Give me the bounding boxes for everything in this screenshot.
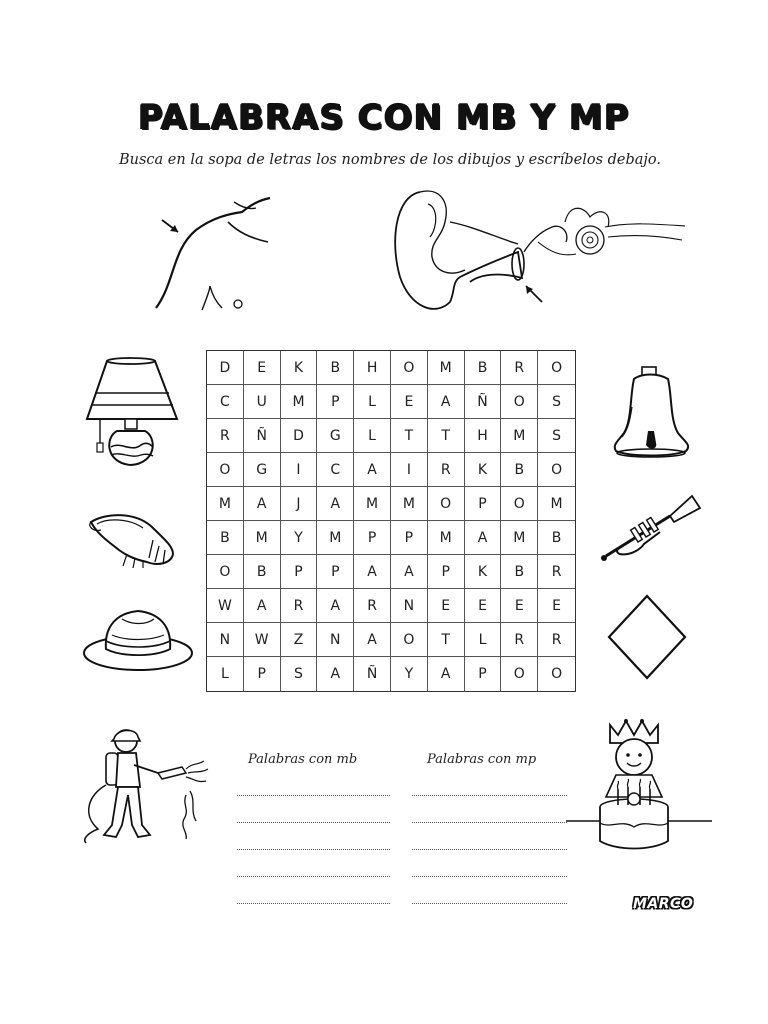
grid-cell: O: [551, 666, 563, 682]
grid-cell: B: [207, 521, 244, 555]
grid-cell: S: [281, 657, 318, 691]
grid-cell: H: [465, 419, 502, 453]
grid-cell: R: [538, 623, 575, 657]
grid-cell: D: [207, 351, 244, 385]
grid-cell: U: [244, 385, 281, 419]
grid-cell: M: [501, 419, 538, 453]
grid-cell: W: [244, 623, 281, 657]
grid-cell: A: [354, 555, 391, 589]
grid-cell: O: [501, 487, 538, 521]
grid-cell: M: [428, 521, 465, 555]
grid-cell: O: [501, 385, 538, 419]
grid-cell: T: [428, 623, 465, 657]
grid-cell: A: [428, 657, 465, 691]
grid-cell: A: [244, 589, 281, 623]
grid-cell: M: [354, 487, 391, 521]
grid-cell: L: [354, 419, 391, 453]
marco-logo: MARCO: [633, 896, 694, 912]
grid-cell: A: [244, 487, 281, 521]
grid-cell: O: [391, 623, 428, 657]
grid-cell: P: [391, 521, 428, 555]
grid-cell: R: [207, 419, 244, 453]
grid-cell: B: [317, 351, 354, 385]
grid-cell: P: [281, 555, 318, 589]
grid-cell: A: [317, 657, 354, 691]
ear-trumpet-icon: [390, 182, 690, 322]
grid-cell: P: [465, 657, 502, 691]
grid-cell: S: [538, 419, 575, 453]
grid-cell: Ñ: [244, 419, 281, 453]
grid-cell: I: [391, 453, 428, 487]
mp-answer-line[interactable]: [412, 876, 567, 877]
grid-cell: G: [317, 419, 354, 453]
grid-cell: E: [244, 351, 281, 385]
mb-answer-line[interactable]: [237, 849, 390, 850]
grid-cell: W: [207, 589, 244, 623]
grid-cell: M: [317, 521, 354, 555]
grid-cell: S: [538, 385, 575, 419]
word-search-grid: [206, 350, 576, 692]
grid-cell: K: [465, 453, 502, 487]
firefighter-icon: [78, 725, 213, 850]
grid-cell: R: [501, 623, 538, 657]
instructions: Busca en la sopa de letras los nombres de los dibujos y escríbelos debajo.: [118, 152, 662, 168]
grid-cell: T: [428, 419, 465, 453]
diamond-icon: [606, 593, 688, 681]
grid-cell: O: [538, 453, 575, 487]
mp-answer-line[interactable]: [412, 849, 567, 850]
grid-cell: Ñ: [354, 657, 391, 691]
grid-cell: P: [354, 521, 391, 555]
grid-cell: A: [317, 487, 354, 521]
grid-cell: R: [428, 453, 465, 487]
grid-cell: I: [281, 453, 318, 487]
birthday-king-icon: [566, 715, 712, 855]
grid-cell: M: [281, 385, 318, 419]
grid-cell: M: [501, 521, 538, 555]
grid-cell: C: [207, 385, 244, 419]
grid-cell: B: [538, 521, 575, 555]
grid-cell: A: [317, 589, 354, 623]
grid-cell: P: [244, 657, 281, 691]
grid-cell: R: [354, 589, 391, 623]
grid-cell: A: [391, 555, 428, 589]
grid-cell: M: [207, 487, 244, 521]
grid-cell: Z: [281, 623, 318, 657]
grid-cell: A: [465, 521, 502, 555]
grid-cell: R: [281, 589, 318, 623]
mp-answer-line[interactable]: [412, 903, 567, 904]
grid-cell: P: [317, 555, 354, 589]
mp-answer-line[interactable]: [412, 795, 567, 796]
grid-cell: G: [244, 453, 281, 487]
shrimp-icon: [87, 510, 179, 570]
page-title: PALABRAS CON MB Y MP: [138, 98, 630, 138]
bell-icon: [610, 365, 695, 460]
grid-cell: O: [207, 555, 244, 589]
grid-cell: K: [281, 351, 318, 385]
grid-cell: D: [281, 419, 318, 453]
grid-cell: Ñ: [465, 385, 502, 419]
grid-cell: P: [317, 385, 354, 419]
grid-cell: H: [354, 351, 391, 385]
grid-cell: A: [354, 453, 391, 487]
grid-cell: B: [244, 555, 281, 589]
grid-cell: E: [428, 589, 465, 623]
grid-cell: E: [501, 589, 538, 623]
mb-heading: Palabras con mb: [248, 752, 358, 767]
grid-cell: E: [538, 589, 575, 623]
grid-cell: O: [207, 453, 244, 487]
grid-cell: R: [538, 555, 575, 589]
grid-cell: C: [317, 453, 354, 487]
grid-cell: L: [354, 385, 391, 419]
mb-answer-line[interactable]: [237, 822, 390, 823]
grid-cell: E: [465, 589, 502, 623]
grid-cell: O: [501, 657, 538, 691]
grid-cell: J: [281, 487, 318, 521]
grid-cell: N: [317, 623, 354, 657]
grid-cell: M: [538, 487, 575, 521]
grid-cell: P: [465, 487, 502, 521]
grid-cell: K: [465, 555, 502, 589]
shoulder-icon: [150, 190, 280, 315]
grid-cell: R: [501, 351, 538, 385]
grid-cell: M: [244, 521, 281, 555]
trumpet-icon: [600, 490, 705, 565]
grid-cell: O: [391, 351, 428, 385]
hat-icon: [82, 605, 194, 673]
grid-cell: T: [391, 419, 428, 453]
grid-cell: N: [391, 589, 428, 623]
grid-cell: P: [428, 555, 465, 589]
grid-cell: Y: [391, 657, 428, 691]
grid-cell: A: [428, 385, 465, 419]
grid-cell: E: [391, 385, 428, 419]
grid-cell: O: [538, 351, 575, 385]
mp-heading: Palabras con mp: [427, 752, 537, 767]
lamp-icon: [85, 355, 180, 473]
grid-cell: L: [465, 623, 502, 657]
mb-answer-line[interactable]: [237, 903, 390, 904]
grid-cell: M: [391, 487, 428, 521]
mp-answer-line[interactable]: [412, 822, 567, 823]
grid-cell: B: [465, 351, 502, 385]
mb-answer-line[interactable]: [237, 876, 390, 877]
grid-cell: O: [428, 487, 465, 521]
grid-cell: B: [501, 555, 538, 589]
grid-cell: M: [428, 351, 465, 385]
grid-cell: N: [207, 623, 244, 657]
grid-cell: B: [501, 453, 538, 487]
mb-answer-line[interactable]: [237, 795, 390, 796]
grid-cell: Y: [281, 521, 318, 555]
grid-cell: L: [207, 657, 244, 691]
grid-cell: A: [354, 623, 391, 657]
